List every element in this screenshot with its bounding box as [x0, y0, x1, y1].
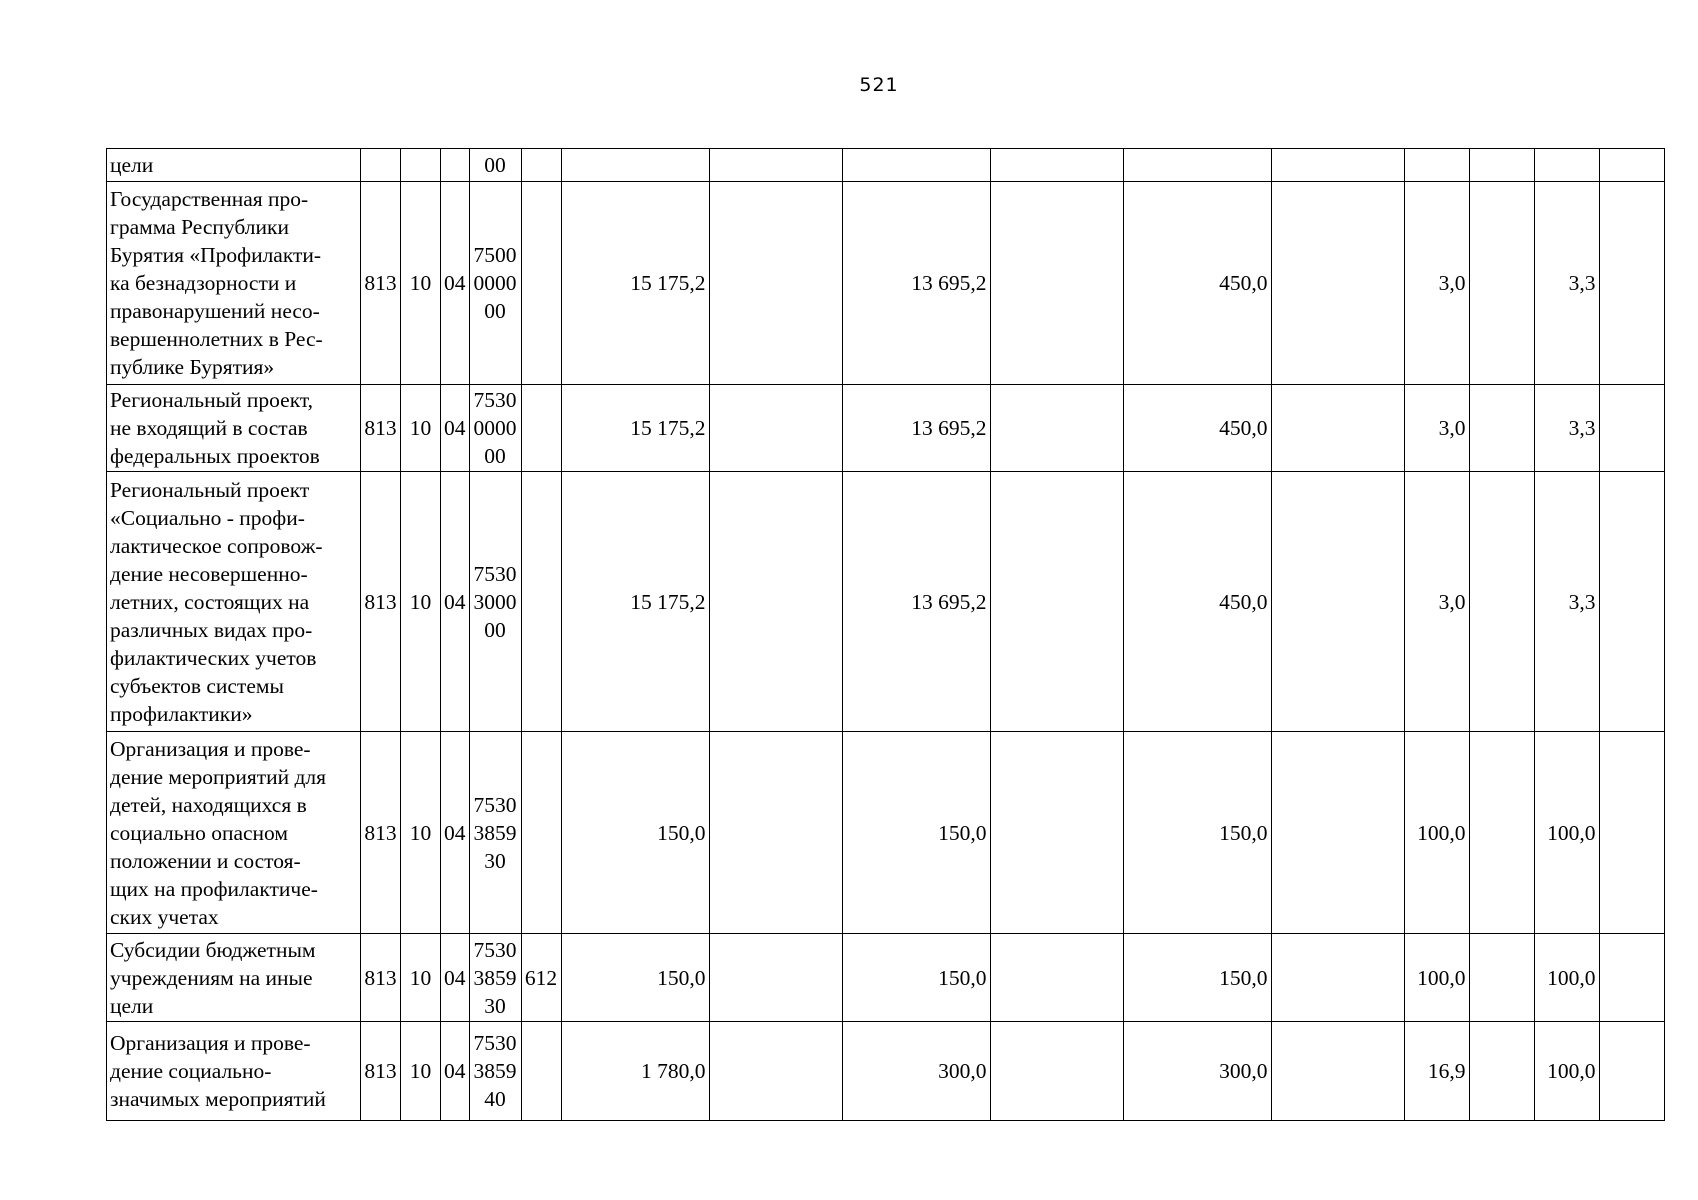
percent-1-cell: 100,0: [1404, 934, 1469, 1022]
section-code-cell: 10: [401, 732, 441, 934]
empty-cell: [1599, 732, 1664, 934]
section-code-cell: 10: [401, 934, 441, 1022]
empty-cell: [1469, 385, 1534, 472]
subsection-code-cell: 04: [441, 385, 470, 472]
expense-type-cell: [521, 1022, 561, 1121]
target-article-cell: [469, 934, 521, 1022]
amount-1-cell: 150,0: [561, 732, 709, 934]
ved-code-cell: 813: [361, 732, 401, 934]
section-code-cell: 10: [401, 385, 441, 472]
empty-cell: [1469, 934, 1534, 1022]
percent-2-cell: 3,3: [1534, 472, 1599, 732]
ved-code-cell: 813: [361, 1022, 401, 1121]
subsection-code-cell: [441, 149, 470, 182]
target-article-cell: [469, 1022, 521, 1121]
subsection-code-cell: 04: [441, 182, 470, 385]
budget-table: [106, 148, 1665, 1121]
table-body: [107, 149, 1665, 1121]
target-article-part: 00: [484, 299, 506, 323]
empty-cell: [990, 149, 1123, 182]
target-article-part: 3859: [473, 1059, 517, 1083]
percent-2-cell: 100,0: [1534, 934, 1599, 1022]
empty-cell: [1271, 149, 1404, 182]
subsection-code-cell: 04: [441, 1022, 470, 1121]
empty-cell: [709, 1022, 842, 1121]
empty-cell: [1271, 1022, 1404, 1121]
empty-cell: [1599, 472, 1664, 732]
empty-cell: [1599, 934, 1664, 1022]
expense-type-cell: [521, 149, 561, 182]
target-article-cell: [469, 182, 521, 385]
ved-code-cell: 813: [361, 472, 401, 732]
target-article-part: 0000: [473, 271, 517, 295]
target-article-part: 7530: [473, 937, 517, 962]
empty-cell: [990, 732, 1123, 934]
percent-1-cell: [1404, 149, 1469, 182]
percent-2-cell: 3,3: [1534, 385, 1599, 472]
empty-cell: [1469, 149, 1534, 182]
empty-cell: [1271, 385, 1404, 472]
percent-1-cell: 16,9: [1404, 1022, 1469, 1121]
page-number: 521: [859, 74, 899, 96]
table-row: [107, 934, 1665, 1022]
target-article-part: 7500: [473, 243, 517, 267]
amount-1-cell: 150,0: [561, 934, 709, 1022]
amount-1-cell: [561, 149, 709, 182]
item-name-cell: Региональный проект, не входящий в состав федеральных проектов: [107, 385, 361, 472]
amount-2-cell: 13 695,2: [842, 472, 990, 732]
amount-2-cell: 13 695,2: [842, 182, 990, 385]
amount-2-cell: 300,0: [842, 1022, 990, 1121]
section-code-cell: 10: [401, 472, 441, 732]
amount-1-cell: 15 175,2: [561, 385, 709, 472]
empty-cell: [1469, 1022, 1534, 1121]
amount-2-cell: 13 695,2: [842, 385, 990, 472]
amount-3-cell: 450,0: [1123, 385, 1271, 472]
amount-2-cell: [842, 149, 990, 182]
empty-cell: [1469, 732, 1534, 934]
ved-code-cell: 813: [361, 934, 401, 1022]
expense-type-cell: [521, 385, 561, 472]
empty-cell: [990, 934, 1123, 1022]
item-name-cell: Организация и прове- дение социально- значимых мероприятий: [107, 1022, 361, 1121]
empty-cell: [1271, 732, 1404, 934]
item-name-cell: Государственная про- грамма Республики Бурятия «Профилакти- ка безнадзорности и правонарушений несо- вершеннолетних в Рес- публике Бурятия»: [107, 182, 361, 385]
target-article-part: 0000: [473, 416, 517, 440]
table-row: [107, 732, 1665, 934]
empty-cell: [709, 472, 842, 732]
section-code-cell: [401, 149, 441, 182]
table-row: [107, 472, 1665, 732]
section-code-cell: 10: [401, 1022, 441, 1121]
subsection-code-cell: 04: [441, 934, 470, 1022]
empty-cell: [1271, 472, 1404, 732]
ved-code-cell: 813: [361, 385, 401, 472]
amount-2-cell: 150,0: [842, 934, 990, 1022]
target-article-part: 3000: [473, 589, 517, 614]
target-article-part: 7530: [473, 1031, 517, 1055]
table-row: [107, 385, 1665, 472]
target-article-part: 30: [484, 848, 506, 873]
empty-cell: [1271, 182, 1404, 385]
section-code-cell: 10: [401, 182, 441, 385]
amount-3-cell: 150,0: [1123, 732, 1271, 934]
empty-cell: [1469, 472, 1534, 732]
empty-cell: [1599, 385, 1664, 472]
target-article-part: 7530: [473, 561, 517, 586]
empty-cell: [990, 1022, 1123, 1121]
empty-cell: [1599, 149, 1664, 182]
amount-1-cell: 15 175,2: [561, 472, 709, 732]
empty-cell: [990, 385, 1123, 472]
amount-3-cell: 450,0: [1123, 182, 1271, 385]
amount-3-cell: 300,0: [1123, 1022, 1271, 1121]
expense-type-cell: 612: [521, 934, 561, 1022]
empty-cell: [1271, 934, 1404, 1022]
subsection-code-cell: 04: [441, 472, 470, 732]
expense-type-cell: [521, 182, 561, 385]
percent-1-cell: 3,0: [1404, 472, 1469, 732]
percent-2-cell: 100,0: [1534, 1022, 1599, 1121]
percent-1-cell: 3,0: [1404, 182, 1469, 385]
amount-1-cell: 1 780,0: [561, 1022, 709, 1121]
target-article-part: 00: [484, 617, 506, 642]
amount-2-cell: 150,0: [842, 732, 990, 934]
amount-3-cell: 450,0: [1123, 472, 1271, 732]
empty-cell: [990, 472, 1123, 732]
table-row: [107, 1022, 1665, 1121]
expense-type-cell: [521, 732, 561, 934]
empty-cell: [709, 182, 842, 385]
target-article-part: 40: [484, 1087, 506, 1111]
target-article-cell: [469, 732, 521, 934]
amount-3-cell: [1123, 149, 1271, 182]
target-article-part: 00: [484, 153, 506, 177]
amount-1-cell: 15 175,2: [561, 182, 709, 385]
empty-cell: [1599, 182, 1664, 385]
percent-2-cell: 3,3: [1534, 182, 1599, 385]
amount-3-cell: 150,0: [1123, 934, 1271, 1022]
target-article-part: 3859: [473, 820, 517, 845]
target-article-part: 00: [484, 444, 506, 468]
ved-code-cell: 813: [361, 182, 401, 385]
subsection-code-cell: 04: [441, 732, 470, 934]
percent-2-cell: [1534, 149, 1599, 182]
target-article-part: 30: [484, 993, 506, 1018]
percent-1-cell: 100,0: [1404, 732, 1469, 934]
item-name-cell: Субсидии бюджетным учреждениям на иные цели: [107, 934, 361, 1022]
empty-cell: [1469, 182, 1534, 385]
item-name-cell: Организация и прове- дение мероприятий для детей, находящихся в социально опасном положении и состоя- щих на профилактиче- ских учетах: [107, 732, 361, 934]
target-article-part: 3859: [473, 965, 517, 990]
percent-2-cell: 100,0: [1534, 732, 1599, 934]
empty-cell: [709, 149, 842, 182]
table-row: [107, 182, 1665, 385]
target-article-cell: [469, 149, 521, 182]
expense-type-cell: [521, 472, 561, 732]
target-article-cell: [469, 472, 521, 732]
empty-cell: [1599, 1022, 1664, 1121]
empty-cell: [990, 182, 1123, 385]
ved-code-cell: [361, 149, 401, 182]
item-name-cell: цели: [107, 149, 361, 182]
percent-1-cell: 3,0: [1404, 385, 1469, 472]
empty-cell: [709, 732, 842, 934]
empty-cell: [709, 934, 842, 1022]
item-name-cell: Региональный проект «Социально - профи- лактическое сопровож- дение несовершенно- летних, состоящих на различных видах про- филактических учетов субъектов системы профилактики»: [107, 472, 361, 732]
target-article-part: 7530: [473, 388, 517, 412]
empty-cell: [709, 385, 842, 472]
target-article-cell: [469, 385, 521, 472]
target-article-part: 7530: [473, 792, 517, 817]
table-row: [107, 149, 1665, 182]
